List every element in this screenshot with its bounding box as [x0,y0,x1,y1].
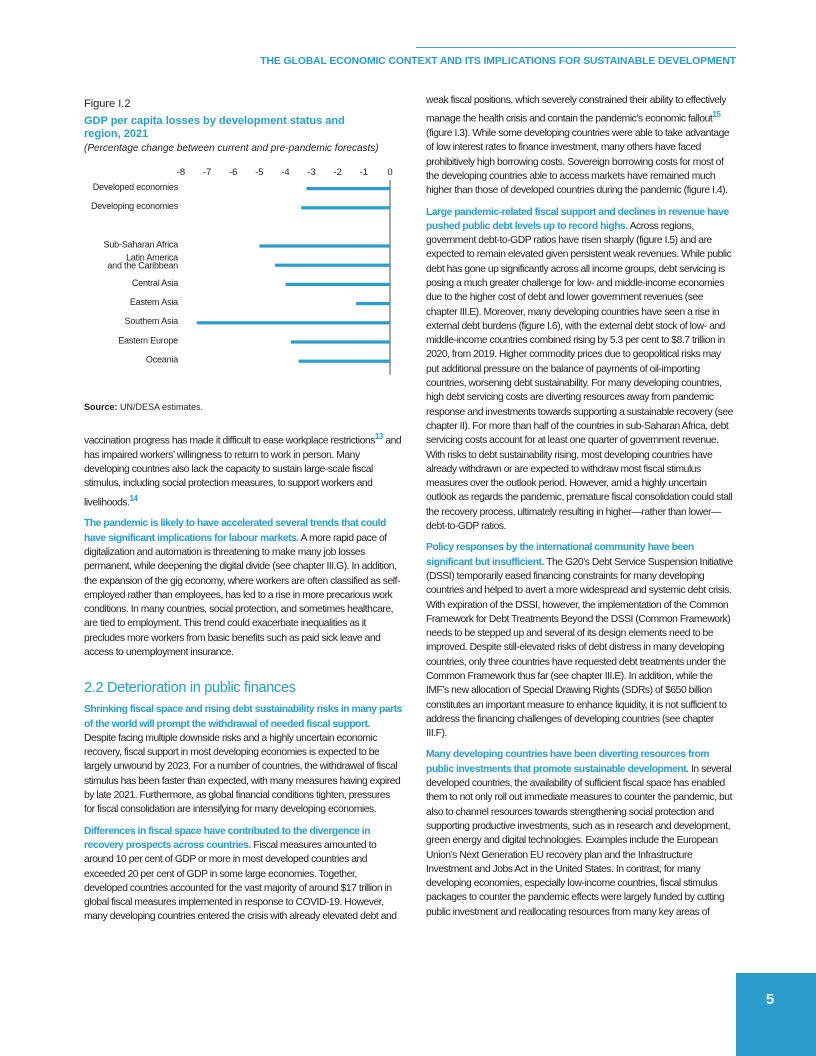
category-label: Latin America [126,252,178,263]
running-head: THE GLOBAL ECONOMIC CONTEXT AND ITS IMPLICATIONS FOR SUSTAINABLE DEVELOPMENT [260,56,736,67]
bar [291,340,390,343]
paragraph [84,517,402,660]
figure-chart [80,160,400,380]
bar [197,321,390,324]
figure-subtitle: (Percentage change between current and pre-pandemic forecasts) [84,143,379,154]
lead-sentence: Many developing countries have been diverting resources from public investments that promote sustainable development. [426,749,710,775]
text: Fiscal measures amounted to around 10 per cent of GDP or more in most developed countries and exceeded 20 per cent of GDP in some large economies. Together, developed countries accounted for the vast majority of around $17 trillion in global fiscal measures implemented in response to COVID-19. However, many developing countries entered the crisis with already elevated debt and [84,839,397,923]
category-label: Southern Asia [124,316,178,327]
paragraph [426,206,736,535]
footnote-ref: 13 [374,432,383,441]
bar [301,206,390,209]
footnote-ref: 15 [712,110,721,120]
x-tick-label: -3 [307,167,316,178]
category-label: Developed economies [92,182,178,192]
x-tick-label: 0 [387,167,393,178]
header-rule [416,47,736,48]
paragraph [84,825,402,925]
category-label: and the Caribbean [107,260,178,271]
text: vaccination progress has made it difficult to ease workplace restrictions [84,435,375,447]
bar [286,283,391,286]
category-label: Sub-Saharan Africa [103,239,178,250]
section-title: 2.2 Deterioration in public finances [84,680,296,697]
paragraph [426,748,736,920]
left-column [84,430,402,932]
lead-sentence: Shrinking fiscal space and rising debt sustainability risks in many parts of the world will prompt the withdrawal of needed fiscal support. [84,704,402,730]
paragraph [426,541,736,741]
category-label: Oceania [145,354,178,365]
text: A more rapid pace of digitalization and automation is threatening to make many job losses permanent, while deepening the digital divide (see chapter III.G). In addition, the expansion of the gig economy, where workers are often classified as self-employed rather than employees, has led to a rise in more precarious work conditions. In many countries, social protection, and sometimes healthcare, are tied to employment. This trend could exacerbate inequalities as it precludes more workers from basic benefits such as paid sick leave and access to unemployment insurance. [84,532,401,658]
text: and has impaired workers’ willingness to return to work in person. Many developing countries also lack the capacity to sustain large-scale fiscal stimulus, including social protection measures, to support workers and livelihoods. [84,435,402,509]
text: Despite facing multiple downside risks and a highly uncertain economic recovery, fiscal support in most developing economies is expected to be largely unwound by 2023. For a number of countries, the withdrawal of fiscal stimulus has been faster than expected, with many measures having expired by late 2021. Furthermore, as global financial conditions tighten, pressures for fiscal consolidation are intensifying for many developing economies. [84,732,401,816]
bar [299,360,390,363]
paragraph [84,703,402,817]
text: Across regions, government debt-to-GDP ratios have risen sharply (figure I.5) and are expected to remain elevated given persistent weak revenues. While public debt has gone up significantly across all income groups, debt servicing is posing a much greater challenge for low- and middle-income economies due to the higher cost of debt and lower government revenues (see chapter III.E). Moreover, many developing countries have seen a rise in external debt burdens (figure I.6), with the external debt stock of low- and middle-income countries combined rising by 5.3 per cent to $8.7 trillion in 2020, from 2019. Higher commodity prices due to geopolitical risks may put additional pressure on the balance of payments of oil-importing countries, worsening debt sustainability. For many developing countries, high debt servicing costs are diverting resources away from pandemic response and investments towards supporting a sustainable recovery (see chapter II). For more than half of the countries in sub-Saharan Africa, debt servicing costs account for at least one quarter of government revenue. With risks to debt sustainability rising, most developing countries have already withdrawn or are expected to withdraw most fiscal stimulus measures over the outlook period. However, amid a highly uncertain outlook as regards the pandemic, premature fiscal consolidation could stall the recovery process, ultimately resulting in higher—rather than lower—debt-to-GDP ratios. [426,220,733,533]
text: The G20’s Debt Service Suspension Initiative (DSSI) temporarily eased financing constraints for many developing countries and helped to avert a more widespread and systemic debt crisis. With expiration of the DSSI, however, the implementation of the Common Framework for Debt Treatments Beyond the DSSI (Common Framework) needs to be stepped up and several of its design elements need to be improved. Despite still-elevated risks of debt distress in many developing countries, only three countries have requested debt treatments under the Common Framework thus far (see chapter III.E). In addition, while the IMF’s new allocation of Special Drawing Rights (SDRs) of $650 billion constitutes an important measure to enhance liquidity, it is not sufficient to address the financing challenges of developing countries (see chapter III.F). [426,556,733,740]
category-label: Eastern Asia [129,297,178,307]
x-tick-label: -4 [281,167,290,178]
lead-sentence: Policy responses by the international community have been significant but insufficient. [426,542,694,568]
figure-source [84,402,203,412]
page-number-tab [736,973,816,1056]
text: In several developed countries, the availability of sufficient fiscal space has enabled them to not only roll out immediate measures to counter the pandemic, but also to channel resources towards strengthening social protection and supporting productive investments, such as in research and development, green energy and digital technologies. Examples include the European Union’s Next Generation EU recovery plan and the Infrastructure Investment and Jobs Act in the United States. In contrast, for many developing economies, especially low-income countries, fiscal stimulus packages to counter the pandemic effects were largely funded by cutting public investment and reallocating resources from many key areas of [426,763,732,918]
x-tick-label: -7 [202,167,212,178]
right-column [426,94,736,927]
text: (figure I.3). While some developing countries were able to take advantage of low interest rates to finance investment, many others have faced prohibitively high borrowing costs. Sovereign borrowing costs for most of the developing countries able to access markets have remained much higher than those of developed countries during the pandemic (figure I.4). [426,128,730,197]
x-tick-label: -1 [359,167,369,178]
figure-title: GDP per capita losses by development status and region, 2021 [84,115,345,140]
paragraph [426,94,736,199]
bar [259,244,390,247]
lead-sentence: Large pandemic-related fiscal support and declines in revenue have pushed public debt levels up to record highs. [426,206,729,232]
category-label: Central Asia [131,277,178,288]
category-label: Developing economies [90,201,178,212]
paragraph [84,430,402,510]
lead-sentence: Differences in fiscal space have contributed to the divergence in recovery prospects across countries. [84,825,371,851]
bar [306,187,390,190]
page-number: 5 [765,991,775,1008]
x-tick-label: -5 [255,167,264,178]
lead-sentence: The pandemic is likely to have accelerated several trends that could have significant implications for labour markets. [84,518,386,544]
x-tick-label: -6 [229,167,238,178]
bar [275,264,390,267]
x-tick-label: -2 [333,167,342,178]
footnote-ref: 14 [129,493,138,503]
bar [356,302,390,305]
figure-label: Figure I.2 [84,98,131,110]
category-label: Eastern Europe [118,335,178,346]
text: weak fiscal positions, which severely constrained their ability to effectively manage the health crisis and contain the pandemic’s economic fallout [426,95,727,125]
source-text: UN/DESA estimates. [117,402,204,412]
x-tick-label: -8 [176,167,186,178]
source-label: Source: [84,402,118,412]
